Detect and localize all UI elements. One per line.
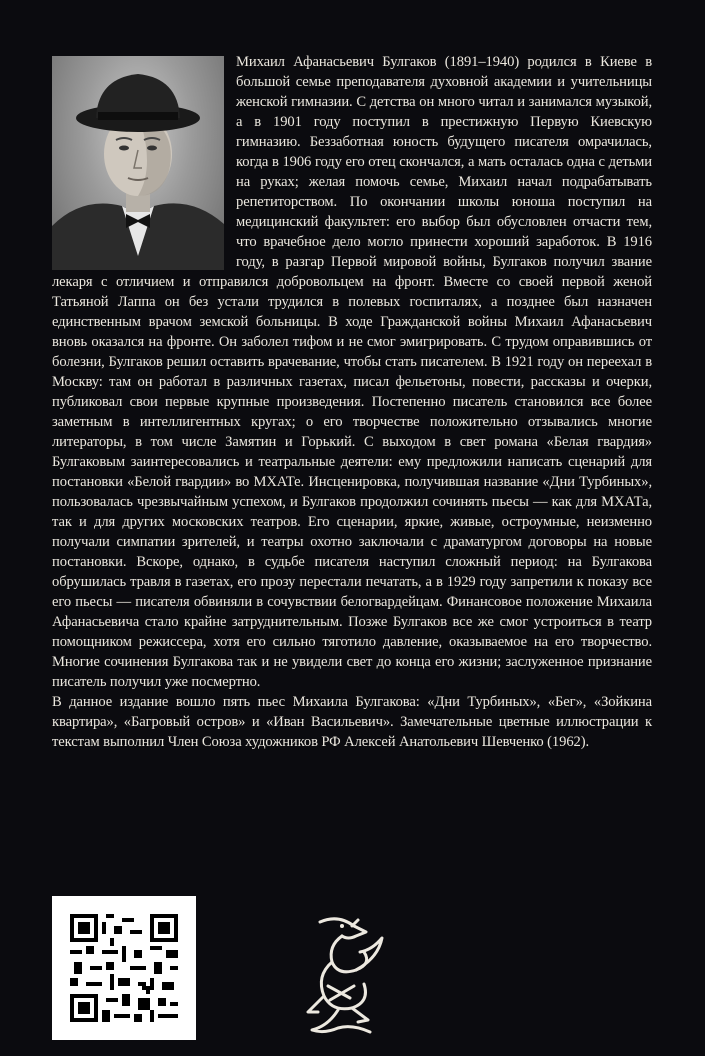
bio-paragraph-1: Михаил Афанасьевич Булгаков (1891–1940) родился в Киеве в большой семье преподавателя духовной академии и учительницы женской гимназии. С детства он много читал и занимался музыкой, а в 1901 году поступил в престижную Первую Киевскую гимназию. Беззаботная юность будущего писателя омрачилась, когда в 1906 году его отец скончался, а мать осталась одна с детьми на руках; желая помочь семье, Михаил начал подрабатывать репетиторством. По окончании школы юноша поступил на медицинский факультет: его выбор был обусловлен отчасти тем, что врачебное дело могло принести хороший заработок. В 1916 году, в разгар Первой мировой войны, Булгаков получил звание лекаря с отличием и отправился добровольцем на фронт. Вместе со своей первой женой Татьяной Лаппа он без устали трудился в полевых госпиталях, а позднее был назначен единственным врачом земской больницы. В ходе Гражданской войны Михаил Афанасьевич вновь оказался на фронте. Он заболел тифом и не смог эмигрировать. С трудом оправившись от болезни, Булгаков решил оставить врачевание, чтобы стать писателем. В 1921 году он переехал в Москву: там он работал в различных газетах, писал фельетоны, повести, рассказы и очерки, публиковал свои первые крупные произведения. Постепенно писатель становился все более заметным в интеллигентных кругах; о его творчестве положительно отзывались многие литераторы, в том числе Замятин и Горький. С выходом в свет романа «Белая гвардия» Булгаковым заинтересовались и театральные деятели: ему предложили написать сценарий для постановки «Белой гвардии» во МХАТе. Инсценировка, получившая название «Дни Турбиных», пользовалась чрезвычайным успехом, и Булгаков продолжил сочинять пьесы — как для МХАТа, так и для других московских театров. Его сценарии, яркие, живые, остроумные, неизменно получали симпатии зрителей, и театры охотно заключали с драматургом договоры на новые постановки. Вскоре, однако, в судьбе писателя наступил сложный период: на Булгакова обрушилась травля в газетах, его прозу перестали печатать, а в 1929 году запретили к показу все его пьесы — писателя обвиняли в сочувствии белогвардейцам. Финансовое положение Михаила Афанасьевича стало крайне затруднительным. Позже Булгаков все же смог устроиться в театр помощником режиссера, хотя его сильно тяготило давление, оказываемое на его творчество. Многие сочинения Булгакова так и не увидели свет до конца его жизни; заслуженное признание писатель получил уже посмертно. [52,54,652,690]
author-biography [52,52,652,752]
dragon-emblem-icon [298,912,388,1040]
qr-code [52,896,196,1040]
qr-pattern [70,914,178,1022]
publisher-logo [298,912,388,1040]
portrait-spacer [52,52,228,270]
bio-paragraph-2: В данное издание вошло пять пьес Михаила Булгакова: «Дни Турбиных», «Бег», «Зойкина квартира», «Багровый остров» и «Иван Васильевич». Замечательные цветные иллюстрации к текстам выполнил Член Союза художников РФ Алексей Анатольевич Шевченко (1962). [52,694,652,750]
